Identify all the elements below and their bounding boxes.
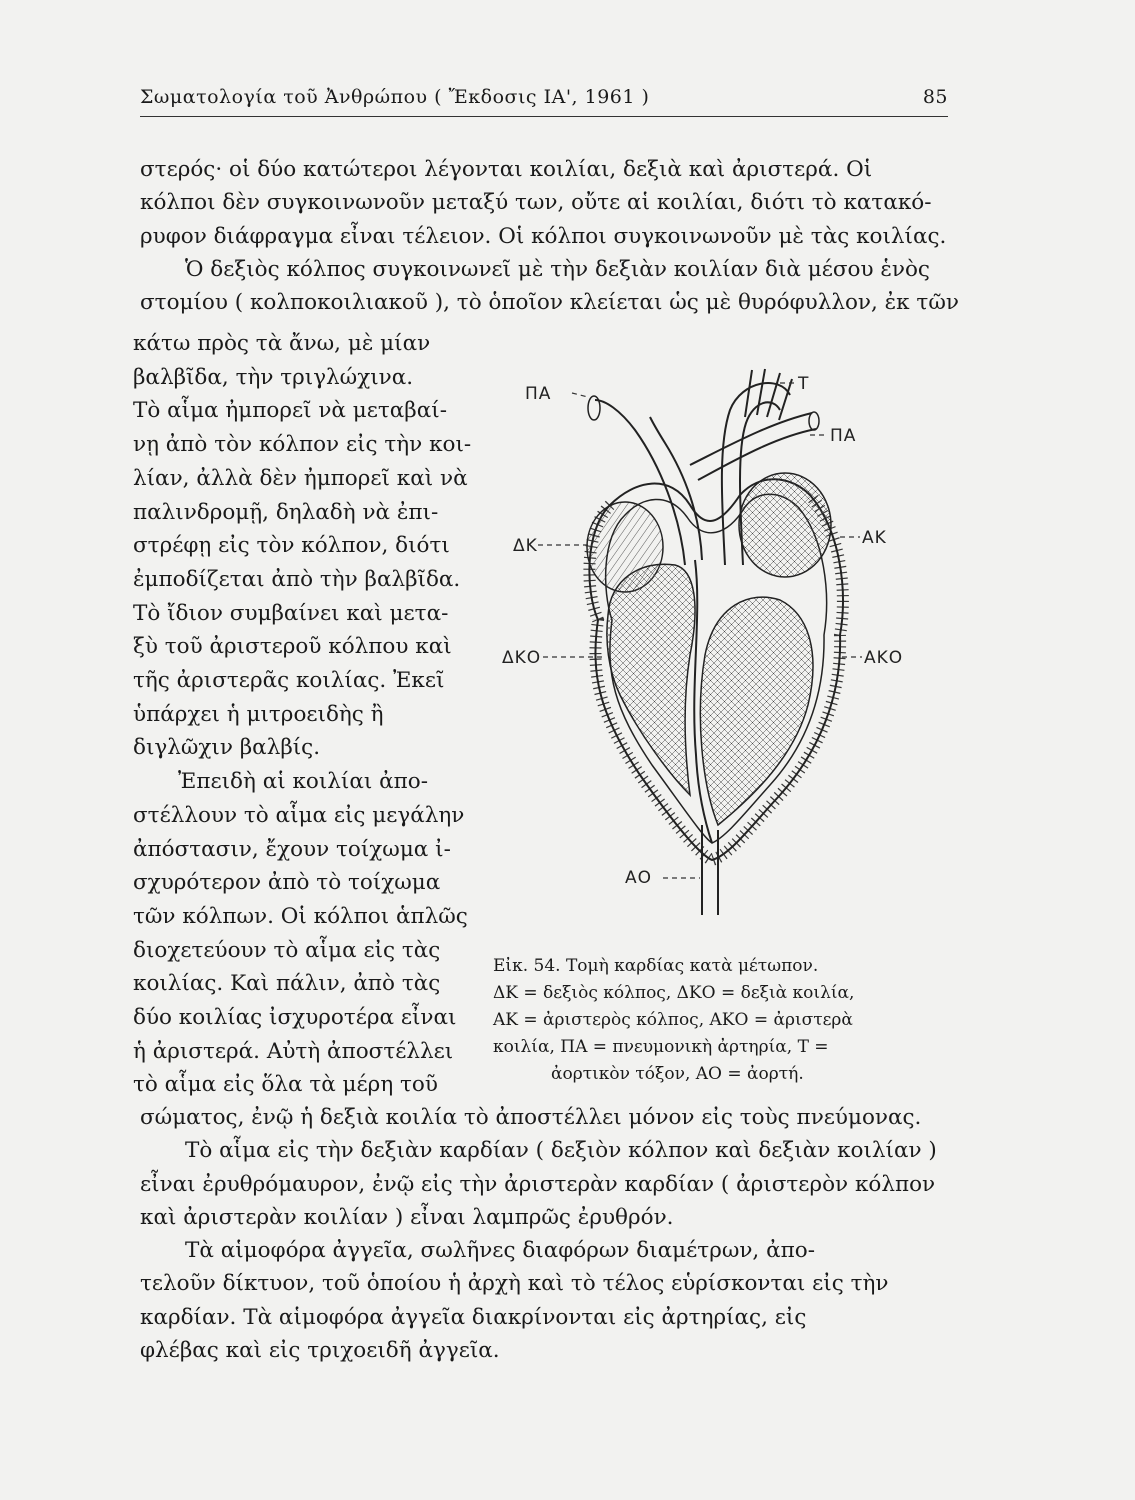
text-line: νῃ ἀπὸ τὸν κόλπον εἰς τὴν κοι- — [133, 432, 472, 458]
heart-section-illustration — [490, 355, 950, 915]
top-paragraph — [140, 153, 959, 319]
pulmonary-artery-left-end — [588, 396, 600, 420]
text-line: ἐμποδίζεται ἀπὸ τὴν βαλβῖδα. — [133, 566, 461, 592]
text-line: ἡ ἀριστερά. Αὐτὴ ἀποστέλλει — [133, 1038, 454, 1064]
text-line: ρυφον διάφραγμα εἶναι τέλειον. Οἱ κόλποι συγκοινωνοῦν μὲ τὰς κοιλίας. — [140, 223, 947, 249]
text-line: παλινδρομῇ, δηλαδὴ νὰ ἐπι- — [133, 499, 439, 525]
running-title: Σωματολογία τοῦ Ἀνθρώπου ( Ἔκδοσις ΙΑ', 1961 ) — [140, 86, 650, 108]
text-line: λίαν, ἀλλὰ δὲν ἠμπορεῖ καὶ νὰ — [133, 465, 468, 491]
heart-figure — [490, 355, 950, 915]
text-line: κοιλίας. Καὶ πάλιν, ἀπὸ τὰς — [133, 971, 441, 997]
text-line: διγλῶχιν βαλβίς. — [133, 735, 321, 761]
text-line: ξὺ τοῦ ἀριστεροῦ κόλπου καὶ — [133, 634, 452, 660]
text-line: ὑπάρχει ἡ μιτροειδὴς ἢ — [133, 701, 384, 727]
label-ao: ΑΟ — [625, 868, 653, 888]
text-line: Τὸ αἷμα εἰς τὴν δεξιὰν καρδίαν ( δεξιὸν κόλπον καὶ δεξιὰν κοιλίαν ) — [185, 1138, 937, 1164]
page-number: 85 — [922, 86, 948, 108]
text-line: Τὸ αἷμα ἠμπορεῖ νὰ μεταβαί- — [133, 398, 447, 424]
label-pa-right: ΠΑ — [830, 426, 857, 446]
text-line: στομίου ( κολποκοιλιακοῦ ), τὸ ὁποῖον κλείεται ὡς μὲ θυρόφυλλον, ἐκ τῶν — [140, 290, 959, 316]
label-ako: ΑΚΟ — [864, 648, 904, 668]
text-line: Ὁ δεξιὸς κόλπος συγκοινωνεῖ μὲ τὴν δεξιὰν κοιλίαν διὰ μέσου ἑνὸς — [185, 256, 930, 282]
text-line: κάτω πρὸς τὰ ἄνω, μὲ μίαν — [133, 331, 431, 356]
text-line: σχυρότερον ἀπὸ τὸ τοίχωμα — [133, 870, 441, 896]
caption-line: Εἰκ. 54. Τομὴ καρδίας κατὰ μέτωπον. — [493, 956, 819, 976]
caption-line: ἀορτικὸν τόξον, ΑΟ = ἀορτή. — [551, 1064, 804, 1084]
text-line: φλέβας καὶ εἰς τριχοειδῆ ἀγγεῖα. — [140, 1338, 500, 1364]
text-line: διοχετεύουν τὸ αἷμα εἰς τὰς — [133, 937, 441, 963]
right-ventricle — [607, 564, 695, 795]
text-line: βαλβῖδα, τὴν τριγλώχινα. — [133, 364, 414, 390]
caption-line: ΔΚ = δεξιὸς κόλπος, ΔΚΟ = δεξιὰ κοιλία, — [493, 983, 855, 1003]
label-dk: ΔΚ — [513, 536, 538, 556]
label-dko: ΔΚΟ — [502, 648, 542, 668]
label-t: Τ — [798, 374, 810, 394]
left-ventricle — [700, 597, 813, 825]
text-line: τελοῦν δίκτυον, τοῦ ὁποίου ἡ ἀρχὴ καὶ τὸ τέλος εὑρίσκονται εἰς τὴν — [140, 1271, 889, 1297]
text-line: τῆς ἀριστερᾶς κοιλίας. Ἐκεῖ — [133, 668, 445, 694]
text-line: τῶν κόλπων. Οἱ κόλποι ἁπλῶς — [133, 903, 468, 929]
left-atrium — [739, 473, 831, 577]
text-line: στερός· οἱ δύο κατώτεροι λέγονται κοιλίαι, δεξιὰ καὶ ἀριστερά. Οἱ — [140, 157, 873, 182]
label-pa-left: ΠΑ — [525, 384, 552, 404]
text-line: Τὰ αἱμοφόρα ἀγγεῖα, σωλῆνες διαφόρων διαμέτρων, ἀπο- — [185, 1238, 815, 1264]
text-line: καὶ ἀριστερὰν κοιλίαν ) εἶναι λαμπρῶς ἐρυθρόν. — [140, 1204, 674, 1230]
text-line: δύο κοιλίας ἰσχυροτέρα εἶναι — [133, 1005, 457, 1031]
text-line: Ἐπειδὴ αἱ κοιλίαι ἀπο- — [178, 769, 428, 795]
bottom-paragraphs — [140, 1101, 948, 1367]
text-line: σώματος, ἐνῷ ἡ δεξιὰ κοιλία τὸ ἀποστέλλει μόνον εἰς τοὺς πνεύμονας. — [140, 1105, 922, 1130]
text-line: Τὸ ἴδιον συμβαίνει καὶ μετα- — [133, 600, 449, 626]
figure-caption — [493, 953, 948, 1088]
text-line: καρδίαν. Τὰ αἱμοφόρα ἀγγεῖα διακρίνονται εἰς ἀρτηρίας, εἰς — [140, 1304, 807, 1330]
text-line: ἀπόστασιν, ἔχουν τοίχωμα ἰ- — [133, 836, 451, 862]
text-line: στέλλουν τὸ αἷμα εἰς μεγάλην — [133, 802, 465, 828]
page-header — [140, 82, 948, 117]
text-line: εἶναι ἐρυθρόμαυρον, ἐνῷ εἰς τὴν ἀριστερὰν καρδίαν ( ἀριστερὸν κόλπον — [140, 1171, 936, 1197]
text-line: τὸ αἷμα εἰς ὅλα τὰ μέρη τοῦ — [133, 1072, 438, 1098]
pulmonary-artery-right-end — [809, 412, 819, 430]
pulmonary-artery-right-branch — [690, 413, 816, 480]
caption-line: κοιλία, ΠΑ = πνευμονικὴ ἀρτηρία, Τ = — [493, 1037, 829, 1057]
text-line: στρέφῃ εἰς τὸν κόλπον, διότι — [133, 533, 450, 559]
label-ak: ΑΚ — [862, 528, 887, 548]
caption-line: ΑΚ = ἀριστερὸς κόλπος, ΑΚΟ = ἀριστερὰ — [493, 1010, 853, 1030]
text-line: κόλποι δὲν συγκοινωνοῦν μεταξύ των, οὔτε αἱ κοιλίαι, διότι τὸ κατακό- — [140, 190, 932, 216]
label-leaders — [538, 383, 862, 878]
left-column-text — [133, 327, 483, 1102]
